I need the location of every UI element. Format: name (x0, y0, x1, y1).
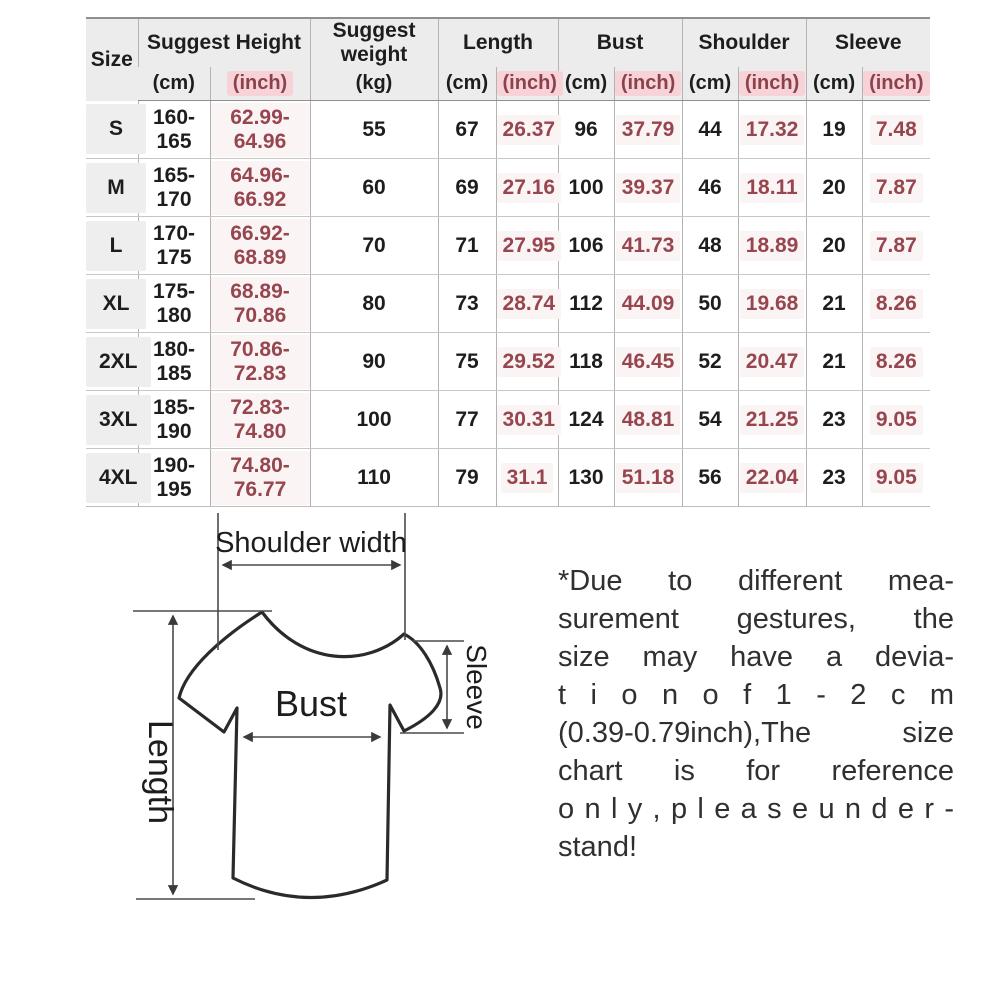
inch-value: 22.04 (740, 463, 805, 493)
metric-value-cell: 79 (438, 449, 496, 507)
size-chip: M (86, 163, 146, 213)
metric-value-cell: 60 (310, 159, 438, 217)
unit-header-height-cm: (cm) (138, 67, 210, 101)
metric-value-cell: 130 (558, 449, 614, 507)
metric-value-cell: 46 (682, 159, 738, 217)
note-line: (0.39-0.79inch),The size (558, 717, 954, 749)
measurement-disclaimer (558, 562, 954, 866)
metric-value-cell: 73 (438, 275, 496, 333)
inch-value: 30.31 (497, 405, 562, 435)
inch-value-cell (210, 333, 310, 391)
inch-value: 74.80-76.77 (211, 451, 310, 505)
unit-header-shoulder-inch (738, 67, 806, 101)
inch-value-cell (862, 159, 930, 217)
inch-value: 27.16 (497, 173, 562, 203)
note-line: t i o n o f 1 - 2 c m (558, 679, 954, 711)
size-cell (86, 391, 138, 449)
inch-value-cell (210, 275, 310, 333)
metric-value-cell: 90 (310, 333, 438, 391)
inch-value: 27.95 (497, 231, 562, 261)
metric-value-cell: 71 (438, 217, 496, 275)
inch-value-cell (210, 101, 310, 159)
metric-value-cell: 180-185 (138, 333, 210, 391)
inch-value: 21.25 (740, 405, 805, 435)
inch-value: 7.48 (870, 115, 923, 145)
table-row (86, 391, 930, 449)
unit-header-length-cm: (cm) (438, 67, 496, 101)
tshirt-measurement-diagram (95, 500, 495, 960)
inch-value: 39.37 (616, 173, 681, 203)
inch-value-cell (614, 159, 682, 217)
inch-value: 8.26 (870, 289, 923, 319)
metric-value-cell: 175-180 (138, 275, 210, 333)
metric-value-cell: 69 (438, 159, 496, 217)
inch-value: 70.86-72.83 (211, 335, 310, 389)
metric-value-cell: 118 (558, 333, 614, 391)
column-header-suggest-height: Suggest Height (138, 18, 310, 67)
inch-value-cell (738, 333, 806, 391)
size-chip: S (86, 104, 146, 154)
inch-value: 46.45 (616, 347, 681, 377)
inch-value-cell (738, 449, 806, 507)
inch-value-cell (738, 217, 806, 275)
metric-value-cell: 56 (682, 449, 738, 507)
metric-value-cell: 52 (682, 333, 738, 391)
unit-header-height-inch (210, 67, 310, 101)
table-row (86, 275, 930, 333)
inch-value-cell (862, 217, 930, 275)
inch-value-cell (862, 449, 930, 507)
size-cell (86, 217, 138, 275)
inch-value-cell (614, 275, 682, 333)
metric-value-cell: 160-165 (138, 101, 210, 159)
inch-value: 9.05 (870, 463, 923, 493)
note-line: chart is for reference (558, 755, 954, 787)
size-cell (86, 275, 138, 333)
column-header-suggest-weight: Suggest weight (310, 18, 438, 67)
inch-value-cell (862, 101, 930, 159)
metric-value-cell: 165-170 (138, 159, 210, 217)
metric-value-cell: 100 (310, 391, 438, 449)
metric-value-cell: 124 (558, 391, 614, 449)
bust-label: Bust (274, 683, 348, 724)
metric-value-cell: 54 (682, 391, 738, 449)
note-line: surement gestures, the (558, 603, 954, 635)
table-header-group-row (86, 18, 930, 67)
table-row (86, 159, 930, 217)
metric-value-cell: 70 (310, 217, 438, 275)
unit-header-bust-inch (614, 67, 682, 101)
metric-value-cell: 110 (310, 449, 438, 507)
size-chip: L (86, 221, 146, 271)
size-chip: 4XL (86, 453, 151, 503)
inch-value: 51.18 (616, 463, 681, 493)
inch-value-cell (738, 159, 806, 217)
unit-header-bust-cm: (cm) (558, 67, 614, 101)
metric-value-cell: 20 (806, 159, 862, 217)
inch-value-cell (496, 101, 558, 159)
inch-value-cell (614, 449, 682, 507)
inch-value-cell (862, 275, 930, 333)
table-header-unit-row (86, 67, 930, 101)
metric-value-cell: 50 (682, 275, 738, 333)
inch-value: 29.52 (497, 347, 562, 377)
inch-value-cell (614, 333, 682, 391)
metric-value-cell: 80 (310, 275, 438, 333)
metric-value-cell: 44 (682, 101, 738, 159)
inch-unit-pill: (inch) (227, 71, 293, 96)
unit-header-weight-kg: (kg) (310, 67, 438, 101)
inch-value-cell (496, 217, 558, 275)
table-row (86, 333, 930, 391)
inch-value-cell (496, 159, 558, 217)
inch-value-cell (738, 391, 806, 449)
inch-value: 26.37 (497, 115, 562, 145)
note-line: size may have a devia- (558, 641, 954, 673)
size-chip: XL (86, 279, 146, 329)
inch-value-cell (210, 217, 310, 275)
sleeve-label: Sleeve (461, 644, 492, 730)
metric-value-cell: 112 (558, 275, 614, 333)
metric-value-cell: 55 (310, 101, 438, 159)
size-cell (86, 333, 138, 391)
inch-value-cell (738, 275, 806, 333)
inch-value: 9.05 (870, 405, 923, 435)
inch-value-cell (210, 159, 310, 217)
inch-value-cell (862, 333, 930, 391)
inch-value: 62.99-64.96 (211, 103, 310, 157)
inch-value: 37.79 (616, 115, 681, 145)
unit-header-length-inch (496, 67, 558, 101)
note-line: o n l y , p l e a s e u n d e r - (558, 793, 954, 825)
metric-value-cell: 100 (558, 159, 614, 217)
inch-value: 28.74 (497, 289, 562, 319)
inch-value: 7.87 (870, 231, 923, 261)
inch-value: 18.89 (740, 231, 805, 261)
inch-value: 18.11 (740, 173, 803, 203)
metric-value-cell: 190-195 (138, 449, 210, 507)
inch-value: 41.73 (616, 231, 681, 261)
inch-unit-pill: (inch) (863, 71, 929, 96)
column-header-shoulder: Shoulder (682, 18, 806, 67)
inch-value: 19.68 (740, 289, 805, 319)
inch-value: 72.83-74.80 (211, 393, 310, 447)
inch-value: 17.32 (740, 115, 805, 145)
metric-value-cell: 48 (682, 217, 738, 275)
inch-value: 7.87 (870, 173, 923, 203)
inch-unit-pill: (inch) (497, 71, 563, 96)
metric-value-cell: 19 (806, 101, 862, 159)
tshirt-outline (179, 612, 441, 898)
inch-unit-pill: (inch) (739, 71, 805, 96)
inch-value-cell (210, 391, 310, 449)
note-line: *Due to different mea- (558, 565, 954, 597)
metric-value-cell: 20 (806, 217, 862, 275)
metric-value-cell: 21 (806, 275, 862, 333)
size-chip: 3XL (86, 395, 151, 445)
size-cell (86, 159, 138, 217)
column-header-size: Size (86, 18, 138, 101)
table-row (86, 101, 930, 159)
inch-value: 64.96-66.92 (211, 161, 310, 215)
metric-value-cell: 23 (806, 449, 862, 507)
inch-value-cell (496, 391, 558, 449)
shoulder-width-label: Shoulder width (215, 527, 407, 559)
metric-value-cell: 185-190 (138, 391, 210, 449)
metric-value-cell: 106 (558, 217, 614, 275)
inch-value: 20.47 (740, 347, 805, 377)
size-table (86, 17, 930, 507)
inch-value-cell (614, 101, 682, 159)
inch-unit-pill: (inch) (615, 71, 681, 96)
size-cell (86, 101, 138, 159)
note-line: stand! (558, 831, 637, 863)
column-header-length: Length (438, 18, 558, 67)
inch-value-cell (614, 391, 682, 449)
metric-value-cell: 21 (806, 333, 862, 391)
inch-value-cell (210, 449, 310, 507)
column-header-sleeve: Sleeve (806, 18, 930, 67)
metric-value-cell: 75 (438, 333, 496, 391)
length-label: Length (141, 720, 179, 824)
inch-value-cell (496, 449, 558, 507)
inch-value: 66.92-68.89 (211, 219, 310, 273)
inch-value: 31.1 (501, 463, 554, 493)
inch-value-cell (614, 217, 682, 275)
inch-value-cell (496, 333, 558, 391)
column-header-bust: Bust (558, 18, 682, 67)
table-row (86, 449, 930, 507)
inch-value-cell (738, 101, 806, 159)
inch-value-cell (496, 275, 558, 333)
size-chip: 2XL (86, 337, 151, 387)
inch-value: 68.89-70.86 (211, 277, 310, 331)
metric-value-cell: 96 (558, 101, 614, 159)
metric-value-cell: 170-175 (138, 217, 210, 275)
inch-value: 8.26 (870, 347, 923, 377)
metric-value-cell: 67 (438, 101, 496, 159)
unit-header-sleeve-cm: (cm) (806, 67, 862, 101)
size-cell (86, 449, 138, 507)
inch-value: 44.09 (616, 289, 681, 319)
metric-value-cell: 23 (806, 391, 862, 449)
unit-header-shoulder-cm: (cm) (682, 67, 738, 101)
unit-header-sleeve-inch (862, 67, 930, 101)
inch-value-cell (862, 391, 930, 449)
table-row (86, 217, 930, 275)
metric-value-cell: 77 (438, 391, 496, 449)
inch-value: 48.81 (616, 405, 681, 435)
